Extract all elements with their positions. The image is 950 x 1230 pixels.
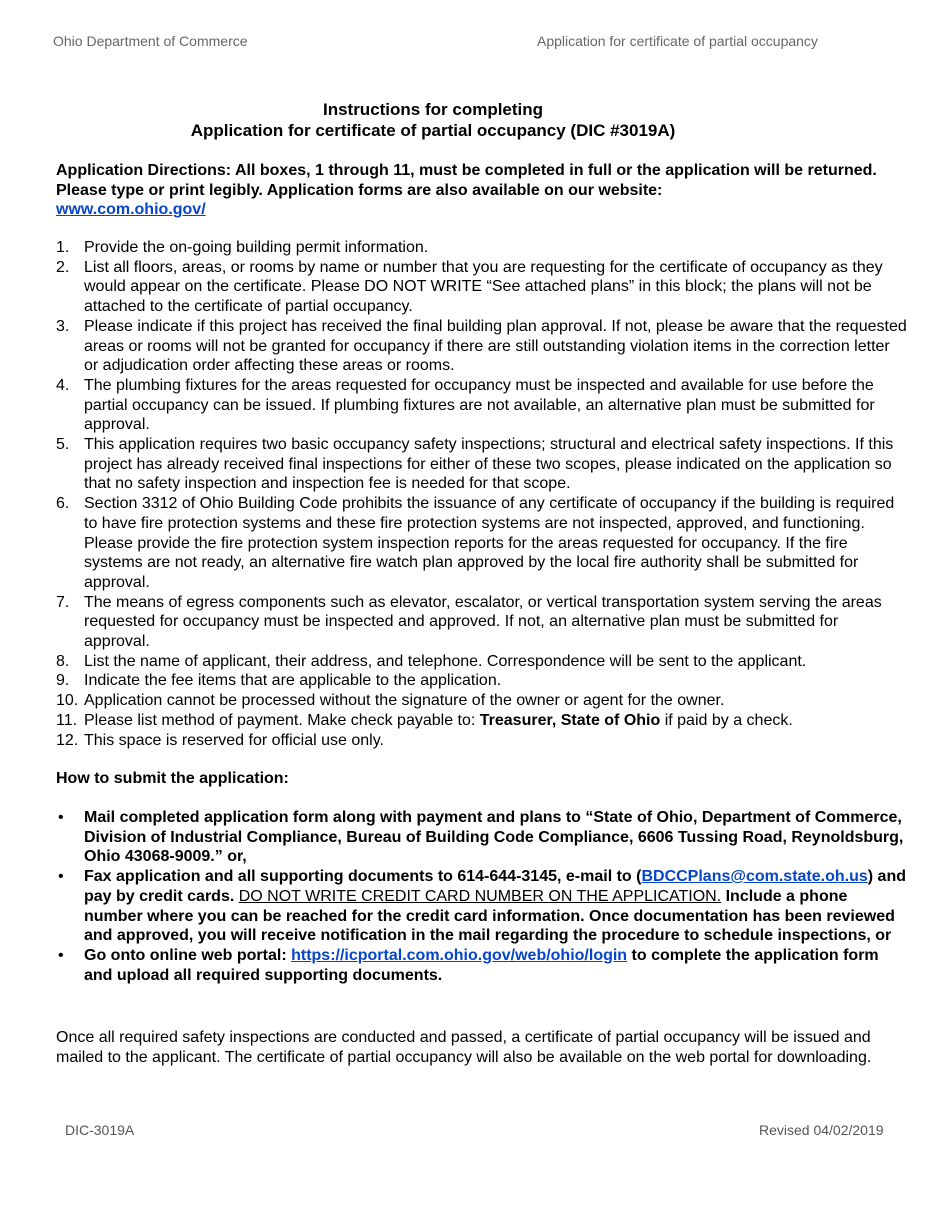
item-number: 6. — [56, 495, 70, 513]
item-number: 5. — [56, 436, 70, 454]
list-item — [56, 258, 908, 317]
submit-heading: How to submit the application: — [56, 770, 289, 787]
submit-method-mail — [56, 808, 908, 867]
footer-form-number: DIC-3019A — [65, 1122, 135, 1138]
bullet-icon: • — [58, 868, 64, 886]
submit-methods-list — [56, 808, 908, 985]
list-item — [56, 691, 908, 711]
list-item — [56, 494, 908, 593]
mail-text: Mail completed application form along with payment and plans to “State of Ohio, Department of Commerce, Division of Industrial Compliance, Bureau of Building Code Compliance, 6606 Tussing Road, Reynoldsburg, Ohio 43068-9009.” or, — [84, 809, 904, 866]
item-number: 2. — [56, 258, 70, 276]
website-link[interactable]: www.com.ohio.gov/ — [56, 201, 206, 219]
list-item — [56, 671, 908, 691]
portal-text-2: to complete the application form and upload all required supporting documents. — [84, 946, 879, 984]
payee-name: Treasurer, State of Ohio — [479, 711, 661, 729]
header-form-title: Application for certificate of partial occupancy — [537, 33, 818, 49]
item-number: 12. — [56, 731, 79, 749]
page-title-line-2: Application for certificate of partial occupancy (DIC #3019A) — [190, 121, 676, 140]
item-number: 9. — [56, 672, 70, 690]
list-item — [56, 435, 908, 494]
credit-card-warning: DO NOT WRITE CREDIT CARD NUMBER ON THE APPLICATION. — [238, 887, 722, 905]
list-item — [56, 376, 908, 435]
list-item — [56, 238, 908, 258]
submit-method-fax — [56, 867, 908, 946]
fax-text: Fax application and all supporting documents to 614-644-3145, e-mail to ( — [84, 868, 642, 886]
header-agency: Ohio Department of Commerce — [53, 33, 248, 49]
item-text: Please indicate if this project has received the final building plan approval. If not, please be aware that the requested areas or rooms will not be granted for occupancy if there are still outstanding violation items in the correction letter or adjudication order affecting these areas or rooms. — [84, 317, 907, 375]
item-number: 4. — [56, 376, 70, 394]
application-directions — [56, 161, 906, 220]
item-number: 11. — [56, 711, 78, 729]
email-link[interactable]: BDCCPlans@com.state.oh.us — [641, 868, 868, 886]
portal-text: Go onto online web portal: — [84, 946, 292, 964]
closing-paragraph: Once all required safety inspections are conducted and passed, a certificate of partial occupancy will be issued and mailed to the applicant. The certificate of partial occupancy will also be available on the web portal for downloading. — [56, 1029, 872, 1066]
directions-text: Application Directions: All boxes, 1 through 11, must be completed in full or the application will be returned. Please type or print legibly. Application forms are also available on our website: — [56, 162, 877, 199]
item-number: 10. — [56, 692, 79, 710]
item-text: Please list method of payment. Make check payable to: — [84, 711, 480, 729]
bullet-icon: • — [58, 809, 64, 826]
item-text: The means of egress components such as elevator, escalator, or vertical transportation system serving the areas requested for occupancy must be inspected and approved. If not, an alternative plan must be submitted for approval. — [84, 593, 882, 651]
item-number: 3. — [56, 317, 70, 335]
item-number: 8. — [56, 652, 70, 670]
item-text: List all floors, areas, or rooms by name or number that you are requesting for the certificate of occupancy as they would appear on the certificate. Please DO NOT WRITE “See attached plans” in this block; the plans will not be attached to the certificate of partial occupancy. — [84, 258, 883, 316]
bullet-icon: • — [58, 946, 64, 964]
item-text: Provide the on-going building permit information. — [84, 239, 429, 256]
footer-revision-date: Revised 04/02/2019 — [759, 1122, 884, 1138]
item-text: Indicate the fee items that are applicable to the application. — [84, 672, 502, 690]
item-number: 1. — [56, 239, 70, 256]
list-item — [56, 711, 908, 731]
fax-text-2: ) and pay by credit cards. — [84, 868, 906, 905]
list-item — [56, 593, 908, 652]
item-text: The plumbing fixtures for the areas requested for occupancy must be inspected and available for use before the partial occupancy can be issued. If plumbing fixtures are not available, an alternative plan must be submitted for approval. — [84, 376, 875, 434]
item-text: Application cannot be processed without the signature of the owner or agent for the owner. — [84, 692, 725, 710]
fax-text-3: Include a phone number where you can be reached for the credit card information. Once documentation has been reviewed and approved, you will receive notification in the mail regarding the procedure to schedule inspections, or — [84, 887, 895, 945]
portal-link[interactable]: https://icportal.com.ohio.gov/web/ohio/login — [291, 946, 628, 964]
item-text-end: if paid by a check. — [660, 711, 793, 729]
list-item — [56, 652, 908, 672]
page-title-line-1: Instructions for completing — [322, 100, 544, 119]
submit-method-portal — [56, 946, 908, 985]
item-text: This application requires two basic occupancy safety inspections; structural and electrical safety inspections. If this project has already received final inspections for either of these two scopes, please indicated on the application so that no safety inspection and inspection fee is needed for that scope. — [84, 436, 894, 493]
list-item — [56, 731, 908, 751]
instruction-list — [56, 238, 908, 750]
list-item — [56, 317, 908, 376]
item-text: List the name of applicant, their address, and telephone. Correspondence will be sent to the applicant. — [84, 652, 807, 670]
item-number: 7. — [56, 593, 70, 611]
item-text: This space is reserved for official use only. — [84, 731, 384, 749]
item-text: Section 3312 of Ohio Building Code prohibits the issuance of any certificate of occupancy if the building is required to have fire protection systems and these fire protection systems are not inspected, approved, and functioning. Please provide the fire protection system inspection reports for the areas requested for occupancy. If the fire systems are not ready, an alternative fire watch plan approved by the local fire authority shall be submitted for approval. — [84, 495, 895, 591]
